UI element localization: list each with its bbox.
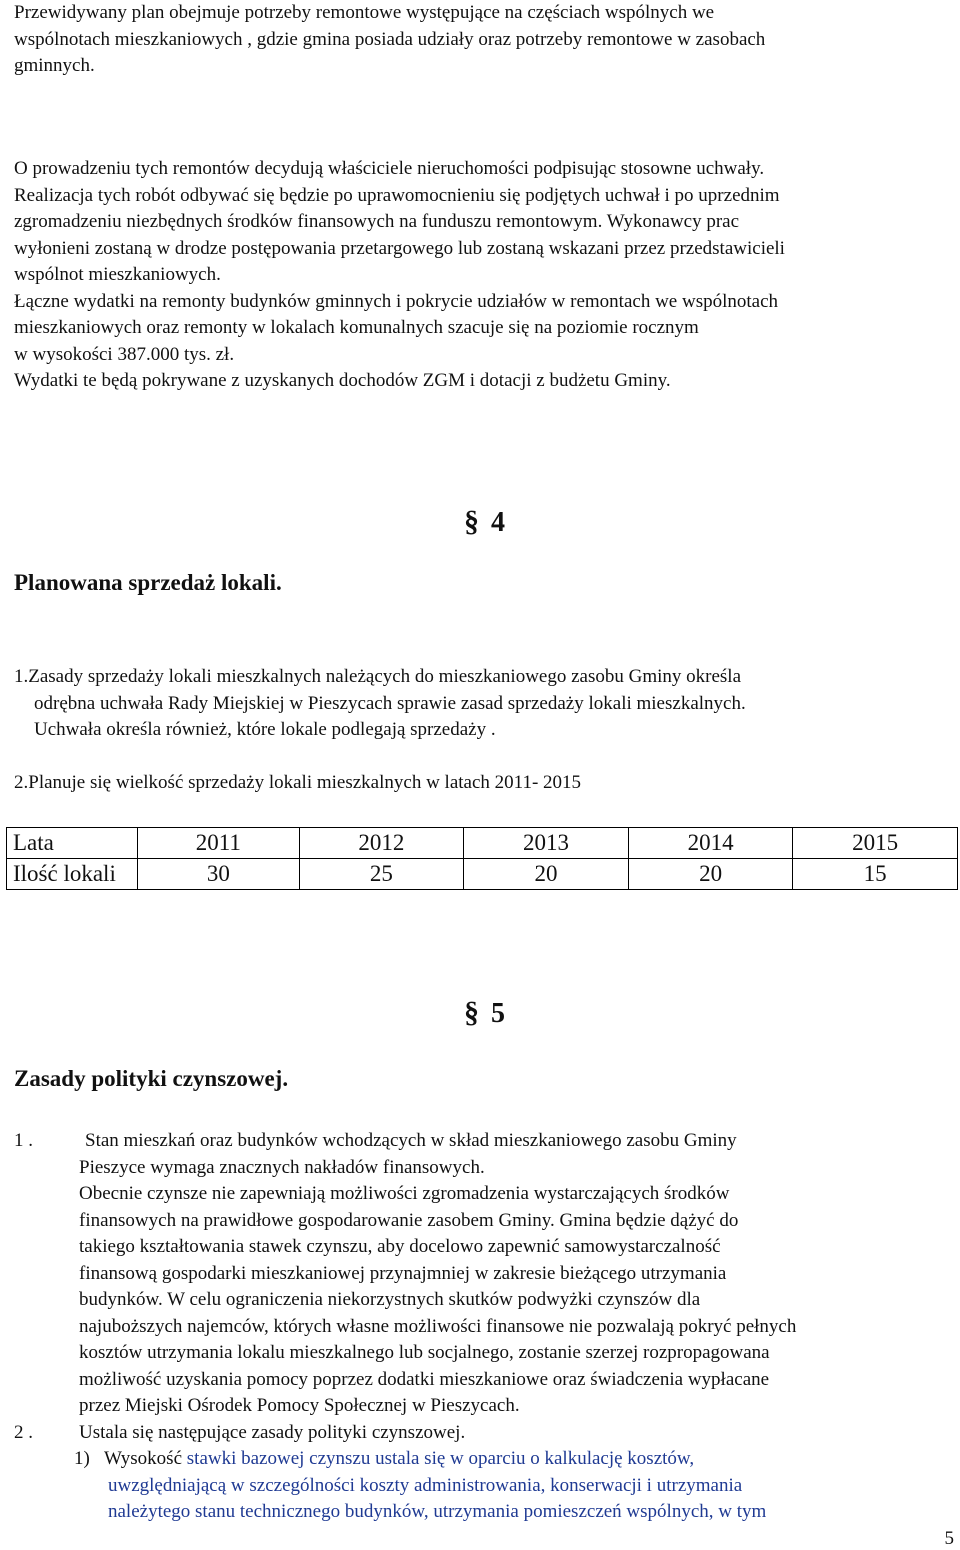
table-row-label: Ilość lokali [7,859,138,890]
table-cell: 2014 [628,828,793,859]
table-cell: 30 [138,859,300,890]
table-row [7,828,958,859]
sale-plan-text: 2.Planuje się wielkość sprzedaży lokali mieszkalnych w latach 2011- 2015 [14,772,582,793]
section-4-heading: Planowana sprzedaż lokali. [14,570,282,595]
table-cell: 20 [464,859,629,890]
rent-item-2-text: Ustala się następujące zasady polityki czynszowej. [79,1422,466,1443]
table-cell: 2011 [138,828,300,859]
table-cell: 20 [628,859,793,890]
sale-rules-paragraph: 1.Zasady sprzedaży lokali mieszkalnych należących do mieszkaniowego zasobu Gminy określa odrębna uchwała Rady Miejskiej w Pieszycach sprawie zasad sprzedaży lokali mieszkalnych. Uchwała określa również, które lokale podlegają sprzedaży . [14,666,746,740]
page-number: 5 [944,1528,954,1549]
rent-item-1-text: Stan mieszkań oraz budynków wchodzących w skład mieszkaniowego zasobu Gminy Pieszyce wymaga znacznych nakładów finansowych. Obecnie czynsze nie zapewniają możliwości zgromadzenia wystarczających środków finansowych na prawidłowe gospodarowanie zasobem Gminy. Gmina będzie dążyć do takiego kształtowania stawek czynszu, aby docelowo zapewnić samowystarczalność finansową gospodarki mieszkaniowej przynajmniej w zakresie bieżącego utrzymania budynków. W celu ograniczenia niekorzystnych skutków podwyżki czynszów dla najuboższych najemców, których własne możliwości finansowe nie pozwalają pokryć pełnych kosztów utrzymania lokalu mieszkalnego lub socjalnego, zostanie szerzej rozpropagowana możliwość uzyskania pomocy poprzez dodatki mieszkaniowe oraz świadczenia wypłacane przez Miejski Ośrodek Pomocy Społecznej w Pieszycach. [79,1130,797,1416]
intro-paragraph: Przewidywany plan obejmuje potrzeby remontowe występujące na częściach wspólnych we wspólnotach mieszkaniowych , gdzie gmina posiada udziały oraz potrzeby remontowe w zasobach gminnych. [14,2,766,76]
table-row-label: Lata [7,828,138,859]
rent-item-1-number: 1 . [14,1130,33,1151]
table-cell: 15 [793,859,958,890]
sales-plan-table [6,827,958,890]
sub-item-1-number: 1) [74,1448,90,1469]
renovation-paragraph: O prowadzeniu tych remontów decydują właściciele nieruchomości podpisując stosowne uchwały. Realizacja tych robót odbywać się będzie po uprawomocnieniu się podjętych uchwał i po uprzednim zgromadzeniu niezbędnych środków finansowych na funduszu remontowym. Wykonawcy prac wyłonieni zostaną w drodze postępowania przetargowego lub zostaną wskazani przez przedstawicieli wspólnot mieszkaniowych. Łączne wydatki na remonty budynków gminnych i pokrycie udziałów w remontach we wspólnotach mieszkaniowych oraz remonty w lokalach komunalnych szacuje się na poziomie rocznym w wysokości 387.000 tys. zł. Wydatki te będą pokrywane z uzyskanych dochodów ZGM i dotacji z budżetu Gminy. [14,158,785,391]
table-cell: 25 [299,859,464,890]
table-row [7,859,958,890]
section-5-heading: Zasady polityki czynszowej. [14,1066,289,1091]
rent-item-2-number: 2 . [14,1422,33,1443]
table-cell: 2013 [464,828,629,859]
table-cell: 2012 [299,828,464,859]
table-cell: 2015 [793,828,958,859]
section-5-marker: § 5 [464,996,505,1029]
section-4-marker: § 4 [464,505,505,538]
sub-item-1-text: Wysokość stawki bazowej czynszu ustala się w oparciu o kalkulację kosztów, uwzględniającą w szczególności koszty administrowania, konserwacji i utrzymania należytego stanu technicznego budynków, utrzymania pomieszczeń wspólnych, w tym [104,1448,767,1522]
